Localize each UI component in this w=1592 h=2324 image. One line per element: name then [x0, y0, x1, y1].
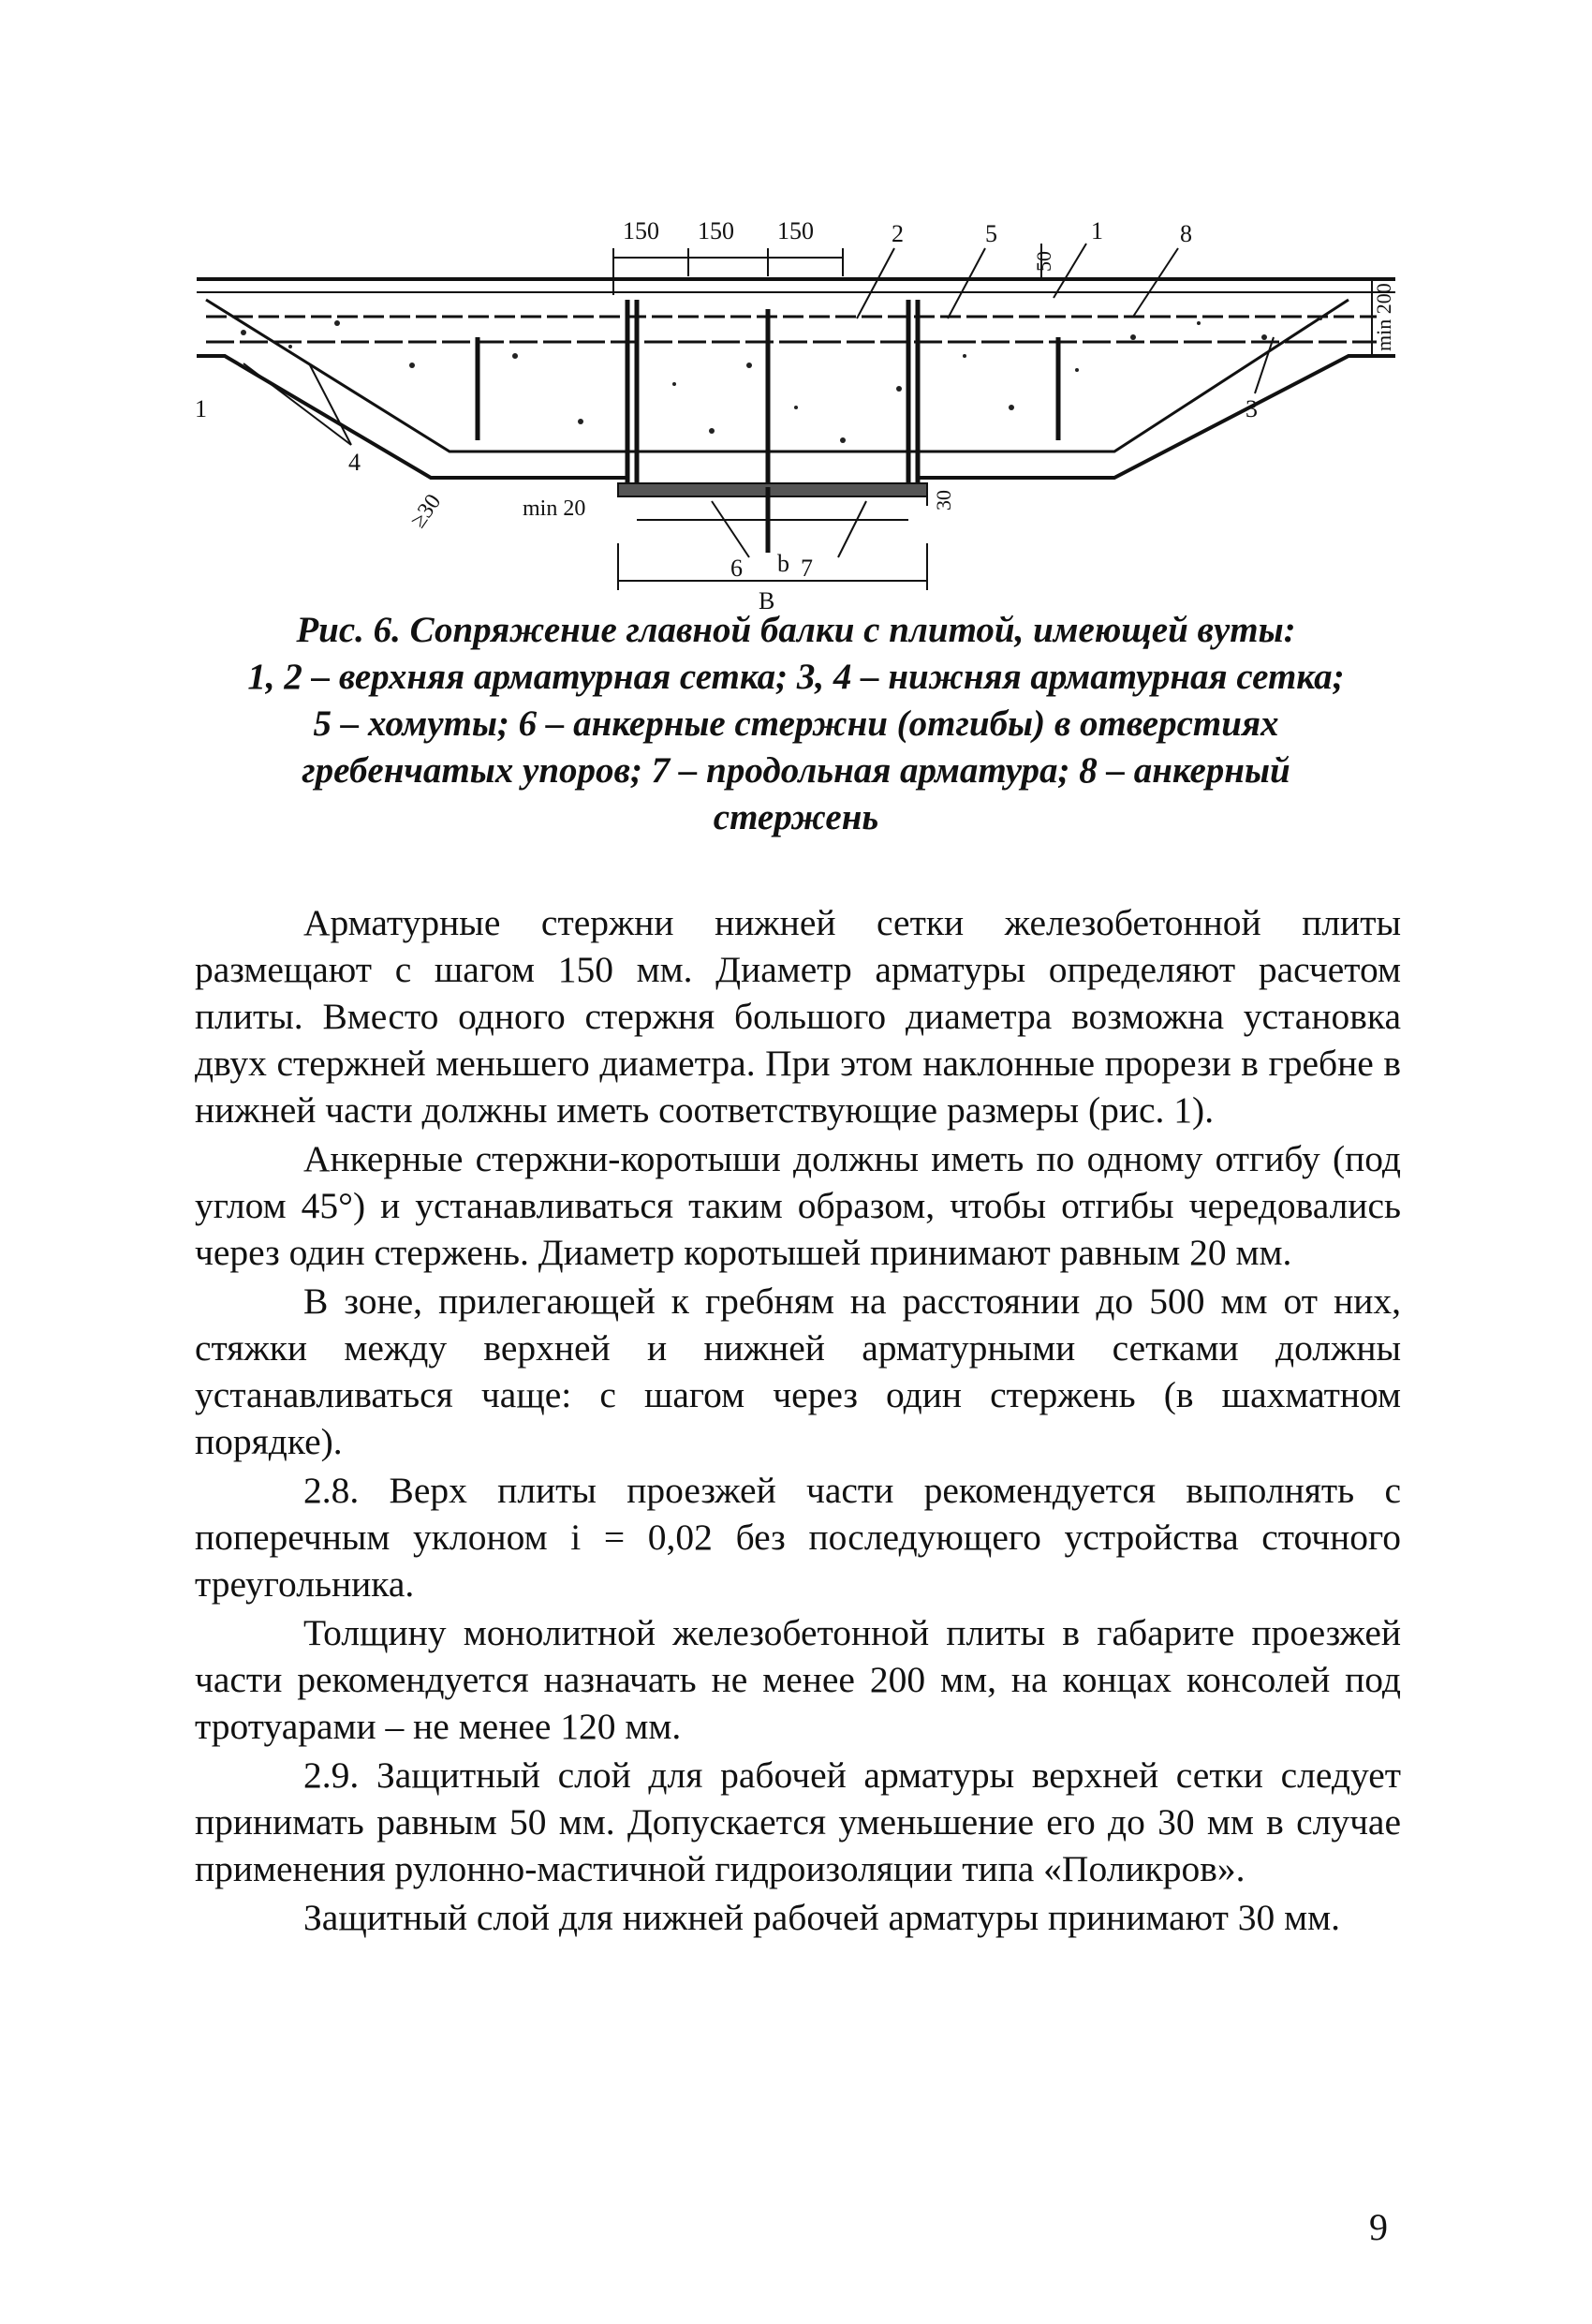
callout-5: 5 — [985, 220, 997, 247]
paragraph: 2.9. Защитный слой для рабочей арматуры верхней сетки следует принимать равным 50 мм. Допускается уменьшение его до 30 мм в случае применения рулонно-мастичной гидроизоляции типа «Поликров». — [195, 1754, 1401, 1889]
callout-3: 3 — [1246, 395, 1258, 422]
paragraph: Толщину монолитной железобетонной плиты в габарите проезжей части рекомендуется назначать не менее 200 мм, на концах консолей под тротуарами – не менее 120 мм. — [195, 1612, 1401, 1747]
callout-1: 1 — [1091, 217, 1103, 244]
paragraph: Защитный слой для нижней рабочей арматуры принимают 30 мм. — [303, 1897, 1340, 1938]
caption-line: стержень — [713, 797, 879, 837]
paragraph: Анкерные стержни-коротыши должны иметь по одному отгибу (под углом 45°) и устанавливаться таким образом, чтобы отгибы чередовались через один стержень. Диаметр коротышей принимают равным 20 мм. — [195, 1138, 1401, 1273]
paragraph: Арматурные стержни нижней сетки железобетонной плиты размещают с шагом 150 мм. Диаметр арматуры определяют расчетом плиты. Вместо одного стержня большого диаметра возможна установка двух стержней меньшего диаметра. При этом наклонные прорези в гребне в нижней части должны иметь соответствующие размеры (рис. 1). — [195, 902, 1401, 1131]
page-number: 9 — [1369, 2206, 1388, 2248]
caption-line: 1, 2 – верхняя арматурная сетка; 3, 4 – нижняя арматурная сетка; — [247, 657, 1345, 697]
callout-1-left: 1 — [195, 395, 207, 422]
dim-150-2: 150 — [698, 217, 734, 244]
caption-line: 5 – хомуты; 6 – анкерные стержни (отгибы) в отверстиях — [313, 703, 1279, 744]
dim-min-200: min 200 — [1372, 283, 1395, 351]
body-text — [195, 899, 1401, 1943]
dim-B: B — [759, 587, 775, 614]
dim-150-1: 150 — [623, 217, 659, 244]
caption-line: гребенчатых упоров; 7 – продольная арматура; 8 – анкерный — [302, 750, 1290, 791]
callout-7: 7 — [801, 555, 813, 582]
callout-4: 4 — [348, 449, 361, 476]
figure-caption — [159, 607, 1433, 841]
callout-6: 6 — [730, 555, 743, 582]
callout-2: 2 — [892, 220, 904, 247]
figure-beam-slab-connection — [187, 206, 1405, 618]
paragraph: 2.8. Верх плиты проезжей части рекомендуется выполнять с поперечным уклоном i = 0,02 без последующего устройства сточного треугольника. — [195, 1470, 1401, 1605]
dim-50: 50 — [1032, 251, 1055, 272]
callout-8: 8 — [1180, 220, 1192, 247]
dim-30: 30 — [932, 490, 955, 511]
beam-slab-drawing — [187, 206, 1405, 618]
caption-line: Рис. 6. Сопряжение главной балки с плитой, имеющей вуты: — [296, 610, 1296, 650]
dim-150-3: 150 — [777, 217, 814, 244]
dim-b: b — [777, 550, 789, 577]
dim-ge-30: ≥30 — [405, 490, 447, 533]
paragraph: В зоне, прилегающей к гребням на расстоянии до 500 мм от них, стяжки между верхней и нижней арматурными сетками должны устанавливаться чаще: с шагом через один стержень (в шахматном порядке). — [195, 1280, 1401, 1462]
dim-min-20: min 20 — [523, 496, 586, 521]
